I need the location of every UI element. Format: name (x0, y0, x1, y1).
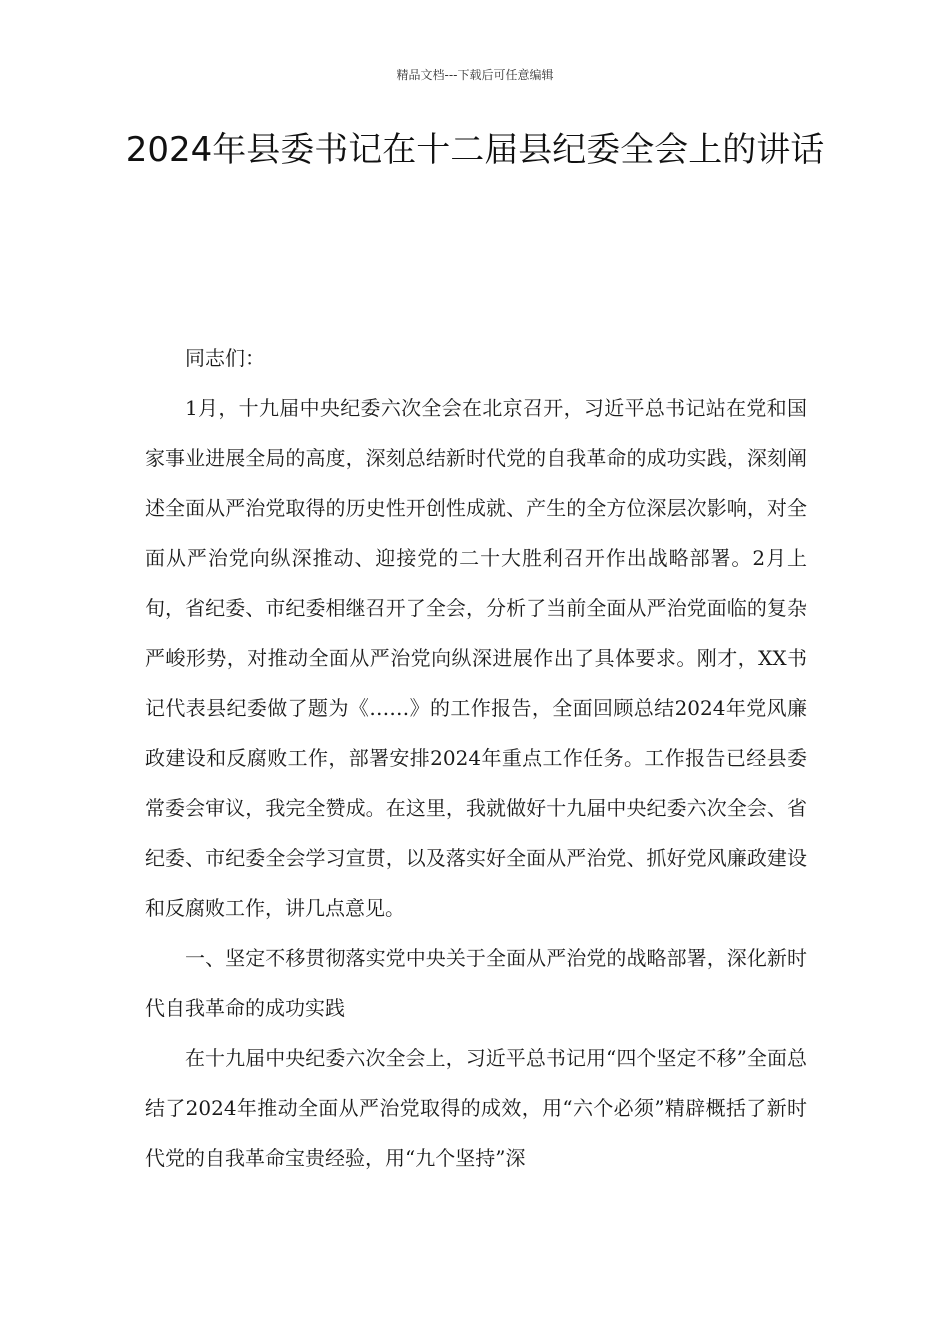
section-heading: 一、坚定不移贯彻落实党中央关于全面从严治党的战略部署，深化新时代自我革命的成功实践 (145, 946, 807, 1020)
header-note: 精品文档---下载后可任意编辑 (396, 68, 554, 82)
body-paragraph: 在十九届中央纪委六次全会上，习近平总书记用“四个坚定不移”全面总结了2024年推动全面从严治党取得的成效，用“六个必须”精辟概括了新时代党的自我革命宝贵经验，用“九个坚持”深 (145, 1046, 807, 1170)
salutation-paragraph: 同志们： (185, 346, 265, 370)
document-title: 2024年县委书记在十二届县纪委全会上的讲话 (125, 130, 825, 170)
document-body (145, 333, 807, 1183)
body-paragraph: 1月，十九届中央纪委六次全会在北京召开，习近平总书记站在党和国家事业进展全局的高度，深刻总结新时代党的自我革命的成功实践，深刻阐述全面从严治党取得的历史性开创性成就、产生的全方位深层次影响，对全面从严治党向纵深推动、迎接党的二十大胜利召开作出战略部署。2月上旬，省纪委、市纪委相继召开了全会，分析了当前全面从严治党面临的复杂严峻形势，对推动全面从严治党向纵深进展作出了具体要求。刚才，XX书记代表县纪委做了题为《……》的工作报告，全面回顾总结2024年党风廉政建设和反腐败工作，部署安排2024年重点工作任务。工作报告已经县委常委会审议，我完全赞成。在这里，我就做好十九届中央纪委六次全会、省纪委、市纪委全会学习宣贯，以及落实好全面从严治党、抓好党风廉政建设和反腐败工作，讲几点意见。 (145, 396, 807, 920)
